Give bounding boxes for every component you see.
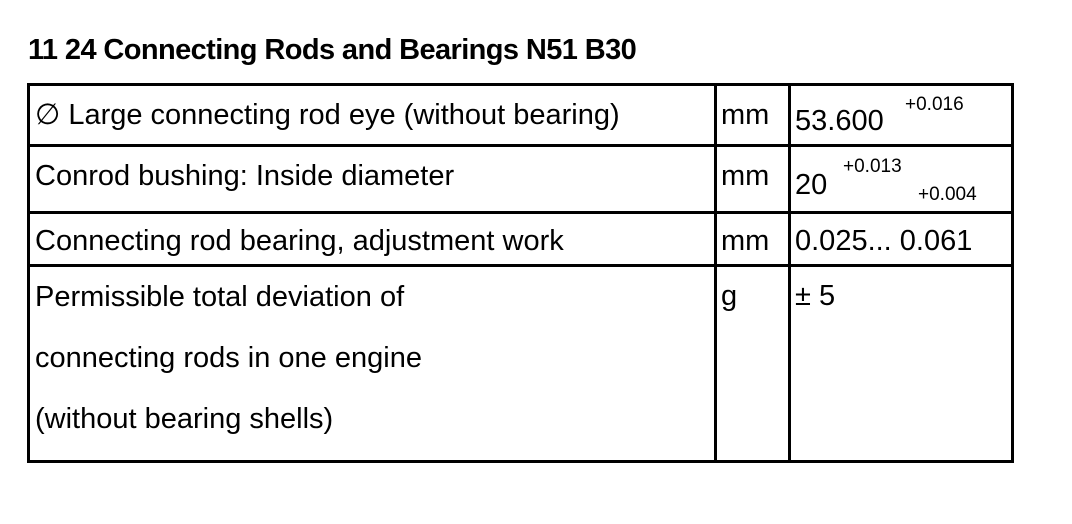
- description-cell: [29, 146, 716, 213]
- unit-cell: [716, 213, 790, 266]
- table-row-large-rod-eye: [29, 85, 1013, 146]
- page-title: 11 24 Connecting Rods and Bearings N51 B30: [28, 34, 637, 66]
- table-row-weight-deviation: [29, 266, 1013, 462]
- description-line: Permissible total deviation of: [35, 281, 405, 313]
- description-text: ∅ Large connecting rod eye (without bearing): [35, 99, 620, 131]
- unit-text: mm: [721, 225, 770, 257]
- description-text: Conrod bushing: Inside diameter: [35, 160, 455, 192]
- unit-cell: [716, 146, 790, 213]
- unit-text: g: [721, 280, 738, 312]
- value-cell: [790, 213, 1013, 266]
- unit-cell: [716, 266, 790, 462]
- description-cell: [29, 266, 716, 462]
- unit-text: mm: [721, 99, 770, 131]
- table-row-conrod-bushing: [29, 146, 1013, 213]
- tolerance-value: ± 5: [795, 280, 836, 312]
- unit-text: mm: [721, 160, 770, 192]
- value-cell: [790, 266, 1013, 462]
- value-range: 0.025... 0.061: [795, 225, 973, 257]
- unit-cell: [716, 85, 790, 146]
- tolerance-lower: +0.004: [918, 184, 977, 205]
- description-line: connecting rods in one engine: [35, 342, 422, 374]
- tolerance-upper: +0.016: [905, 94, 964, 115]
- description-text: Connecting rod bearing, adjustment work: [35, 225, 564, 257]
- description-line: (without bearing shells): [35, 403, 334, 435]
- tolerance-upper: +0.013: [843, 156, 902, 177]
- nominal-value: 20: [795, 169, 828, 201]
- nominal-value: 53.600: [795, 105, 884, 137]
- description-multiline: [30, 267, 714, 460]
- description-cell: [29, 85, 716, 146]
- value-cell: [790, 146, 1013, 213]
- description-cell: [29, 213, 716, 266]
- value-cell: [790, 85, 1013, 146]
- table-row-rod-bearing: [29, 213, 1013, 266]
- specification-table: [27, 83, 1014, 463]
